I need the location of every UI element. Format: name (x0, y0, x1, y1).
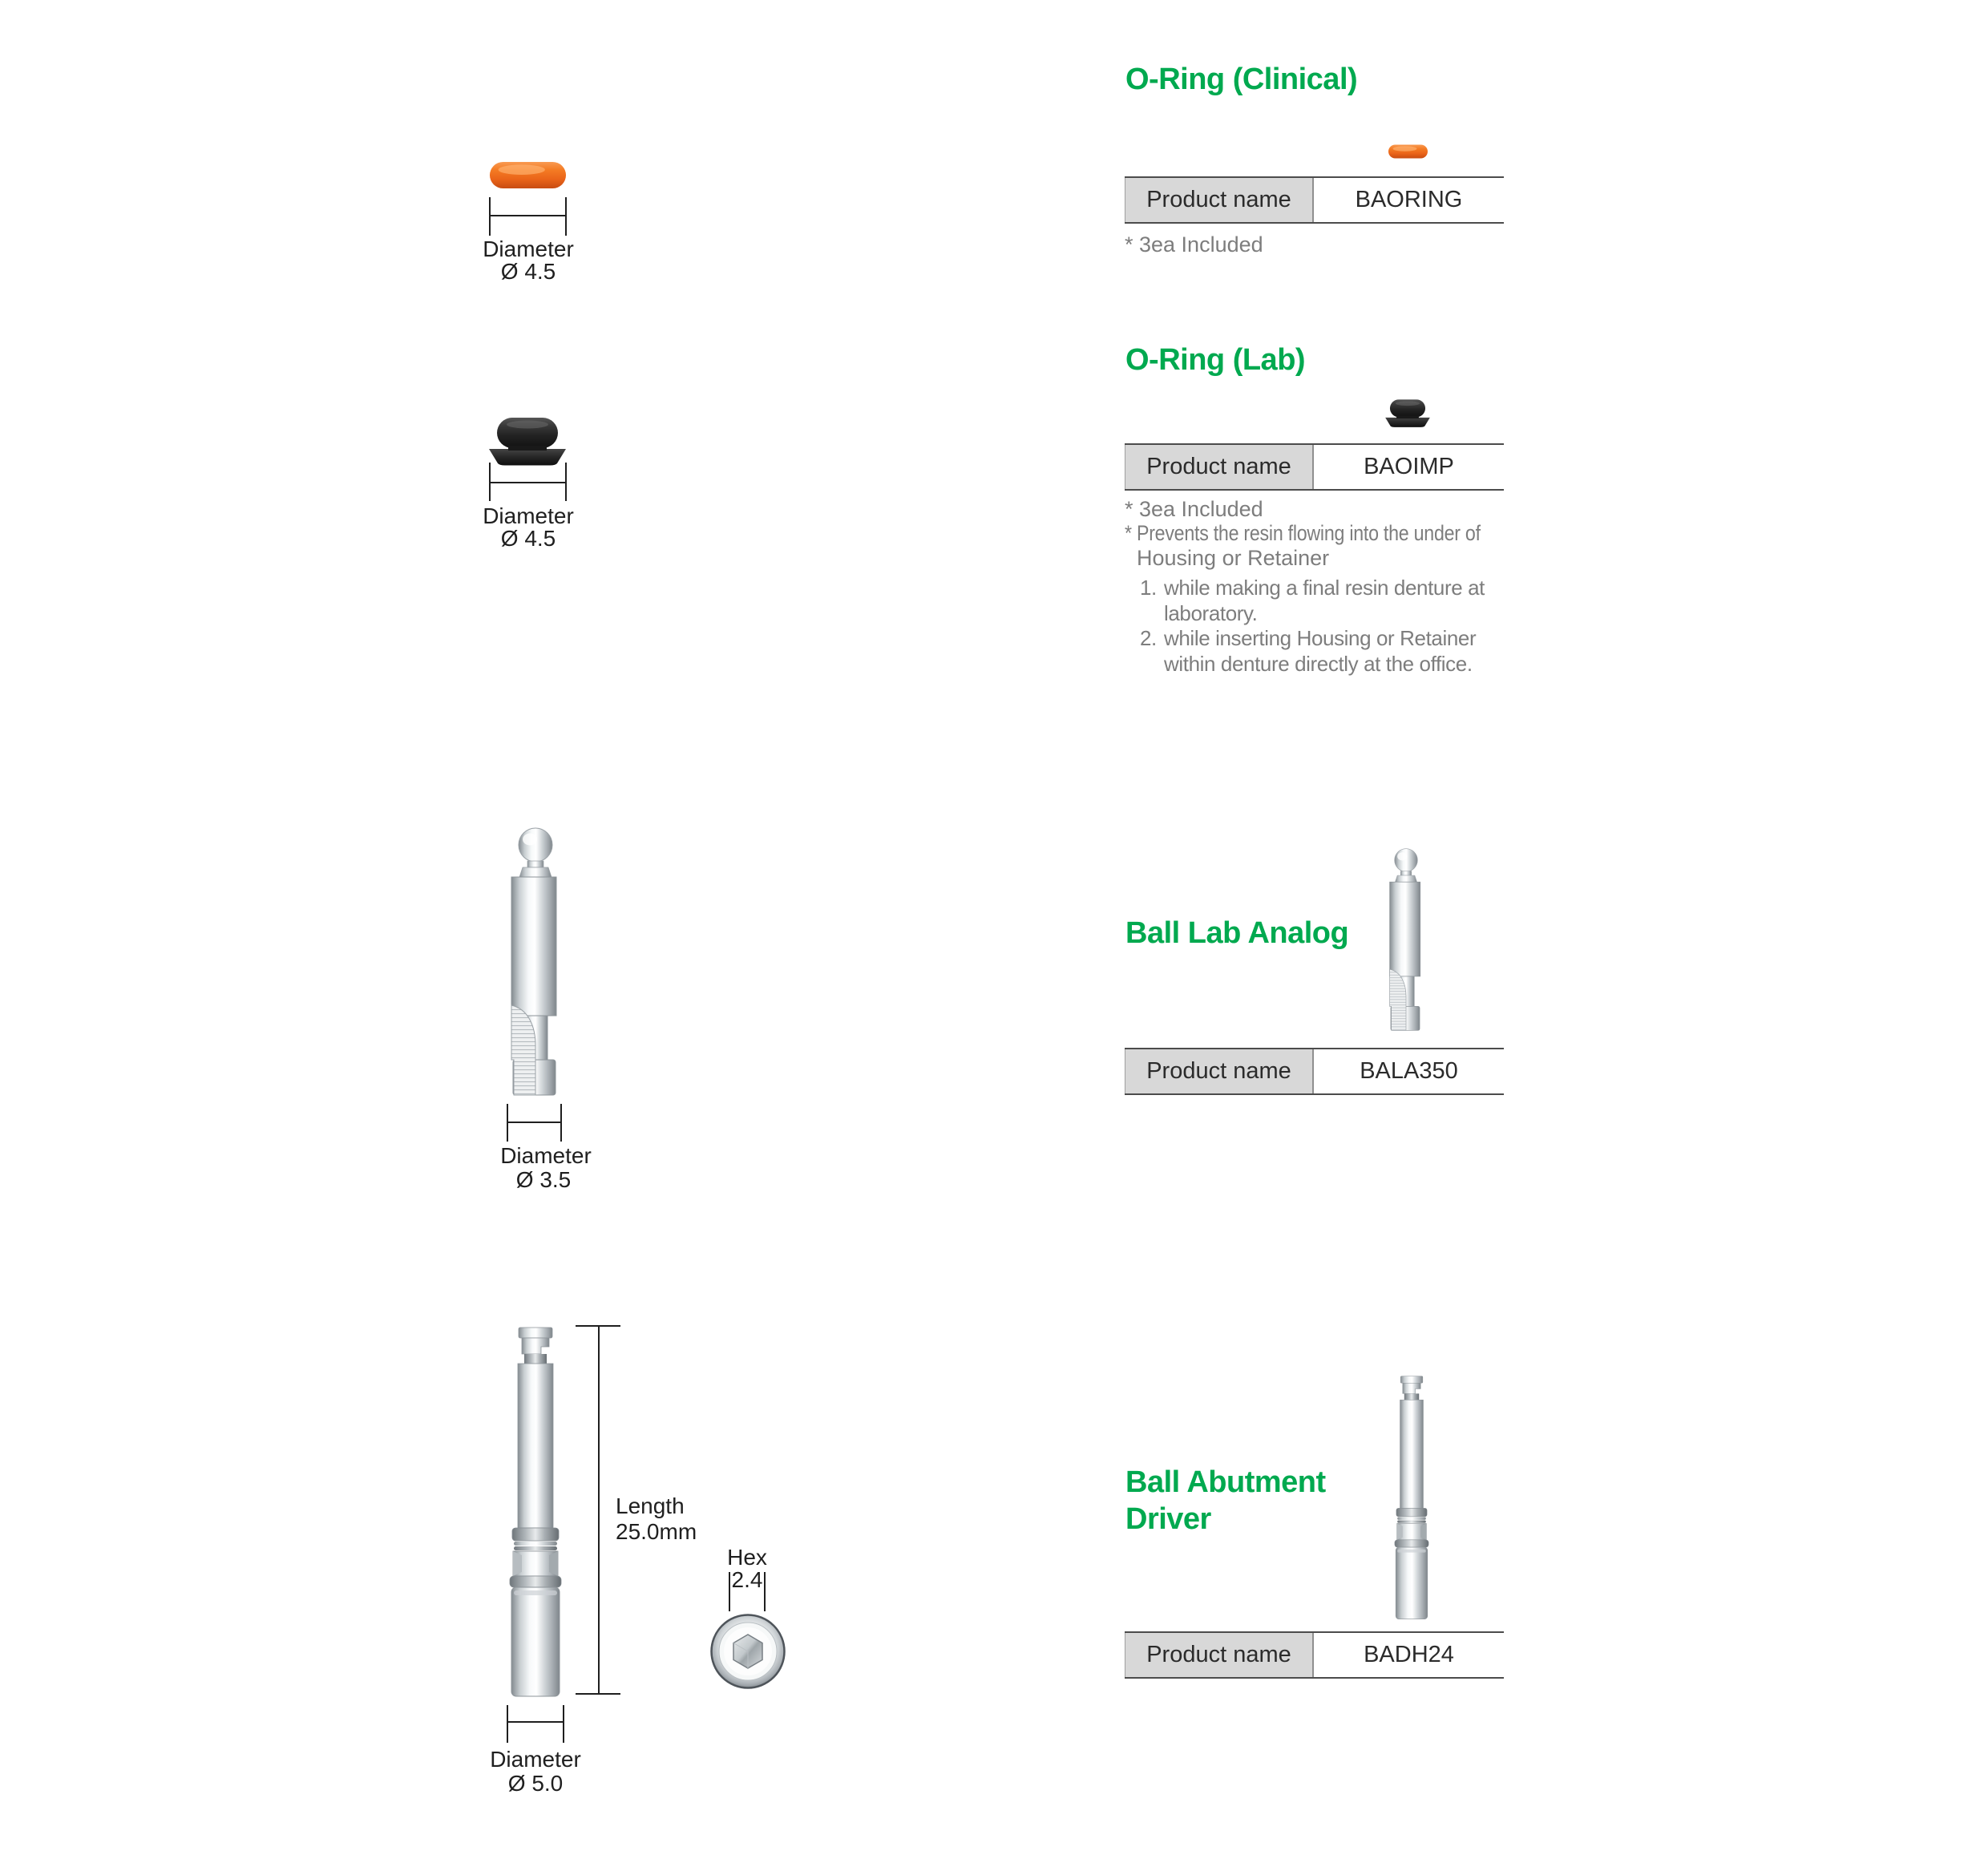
dimension-label: Diameter (500, 1143, 592, 1168)
dimension-tick (576, 1693, 620, 1695)
hex-label: Hex (727, 1545, 767, 1570)
list-item-text: while inserting Housing or Retainer (1164, 626, 1477, 650)
note-line: * Prevents the resin flowing into the under of (1125, 521, 1481, 545)
dimension-extension-line (565, 197, 567, 236)
ball-abutment-driver-illustration (507, 1327, 564, 1698)
list-item-text: within denture directly at the office. (1164, 652, 1473, 676)
section-title-oring-lab: O-Ring (Lab) (1125, 343, 1306, 377)
dimension-extension-line (729, 1572, 730, 1611)
product-table (1125, 176, 1504, 224)
dimension-label: Diameter (483, 236, 574, 261)
list-item-number: 2. (1140, 626, 1157, 650)
dimension-value: Ø 4.5 (500, 259, 556, 284)
note-line: * 3ea Included (1125, 497, 1263, 521)
dimension-line (489, 215, 567, 216)
dimension-value: Ø 5.0 (507, 1771, 564, 1796)
product-name-header-cell: Product name (1125, 445, 1314, 489)
dimension-extension-line (507, 1705, 508, 1743)
product-table (1125, 1048, 1504, 1095)
product-name-value-cell: BAORING (1314, 178, 1504, 222)
dimension-extension-line (764, 1572, 766, 1611)
section-title-line2: Driver (1125, 1502, 1211, 1536)
list-item-number: 1. (1140, 576, 1157, 600)
dimension-line (507, 1721, 564, 1723)
dimension-label: Diameter (490, 1747, 581, 1772)
section-title-oring-clinical: O-Ring (Clinical) (1125, 63, 1358, 96)
product-name-value-cell: BALA350 (1314, 1049, 1504, 1093)
hex-value: 2.4 (731, 1567, 763, 1592)
note-line: Housing or Retainer (1137, 546, 1330, 570)
dimension-line (489, 482, 567, 483)
oring-clinical-illustration (489, 161, 567, 189)
driver-hex-top-view (710, 1614, 786, 1689)
list-item-text: while making a final resin denture at (1164, 576, 1485, 600)
product-name-value-cell: BAOIMP (1314, 445, 1504, 489)
list-item-text: laboratory. (1164, 601, 1258, 625)
product-name-header-cell: Product name (1125, 1633, 1314, 1677)
section-title-line1: Ball Abutment (1125, 1465, 1326, 1499)
product-name-value-cell: BADH24 (1314, 1633, 1504, 1677)
oring-clinical-product-photo (1387, 144, 1429, 159)
dimension-line-length (598, 1327, 600, 1695)
product-name-header-cell: Product name (1125, 178, 1314, 222)
dimension-label: Diameter (483, 503, 574, 528)
length-label: Length (616, 1493, 685, 1518)
product-table (1125, 1631, 1504, 1679)
dimension-extension-line (563, 1705, 564, 1743)
dimension-extension-line (489, 197, 491, 236)
dimension-value: Ø 4.5 (500, 526, 556, 551)
note-line: * 3ea Included (1125, 232, 1263, 257)
oring-lab-illustration (487, 418, 568, 467)
product-table (1125, 443, 1504, 491)
ball-lab-analog-illustration (505, 827, 564, 1096)
dimension-value: Ø 3.5 (515, 1167, 572, 1192)
ball-abutment-driver-product-photo (1392, 1376, 1431, 1620)
oring-lab-product-photo (1384, 398, 1431, 429)
section-title-ball-lab-analog: Ball Lab Analog (1125, 916, 1349, 950)
section-title-ball-abutment-driver (1125, 1464, 1326, 1538)
dimension-line (507, 1122, 562, 1123)
length-value: 25.0mm (616, 1519, 697, 1544)
product-name-header-cell: Product name (1125, 1049, 1314, 1093)
ball-lab-analog-product-photo (1384, 848, 1426, 1031)
